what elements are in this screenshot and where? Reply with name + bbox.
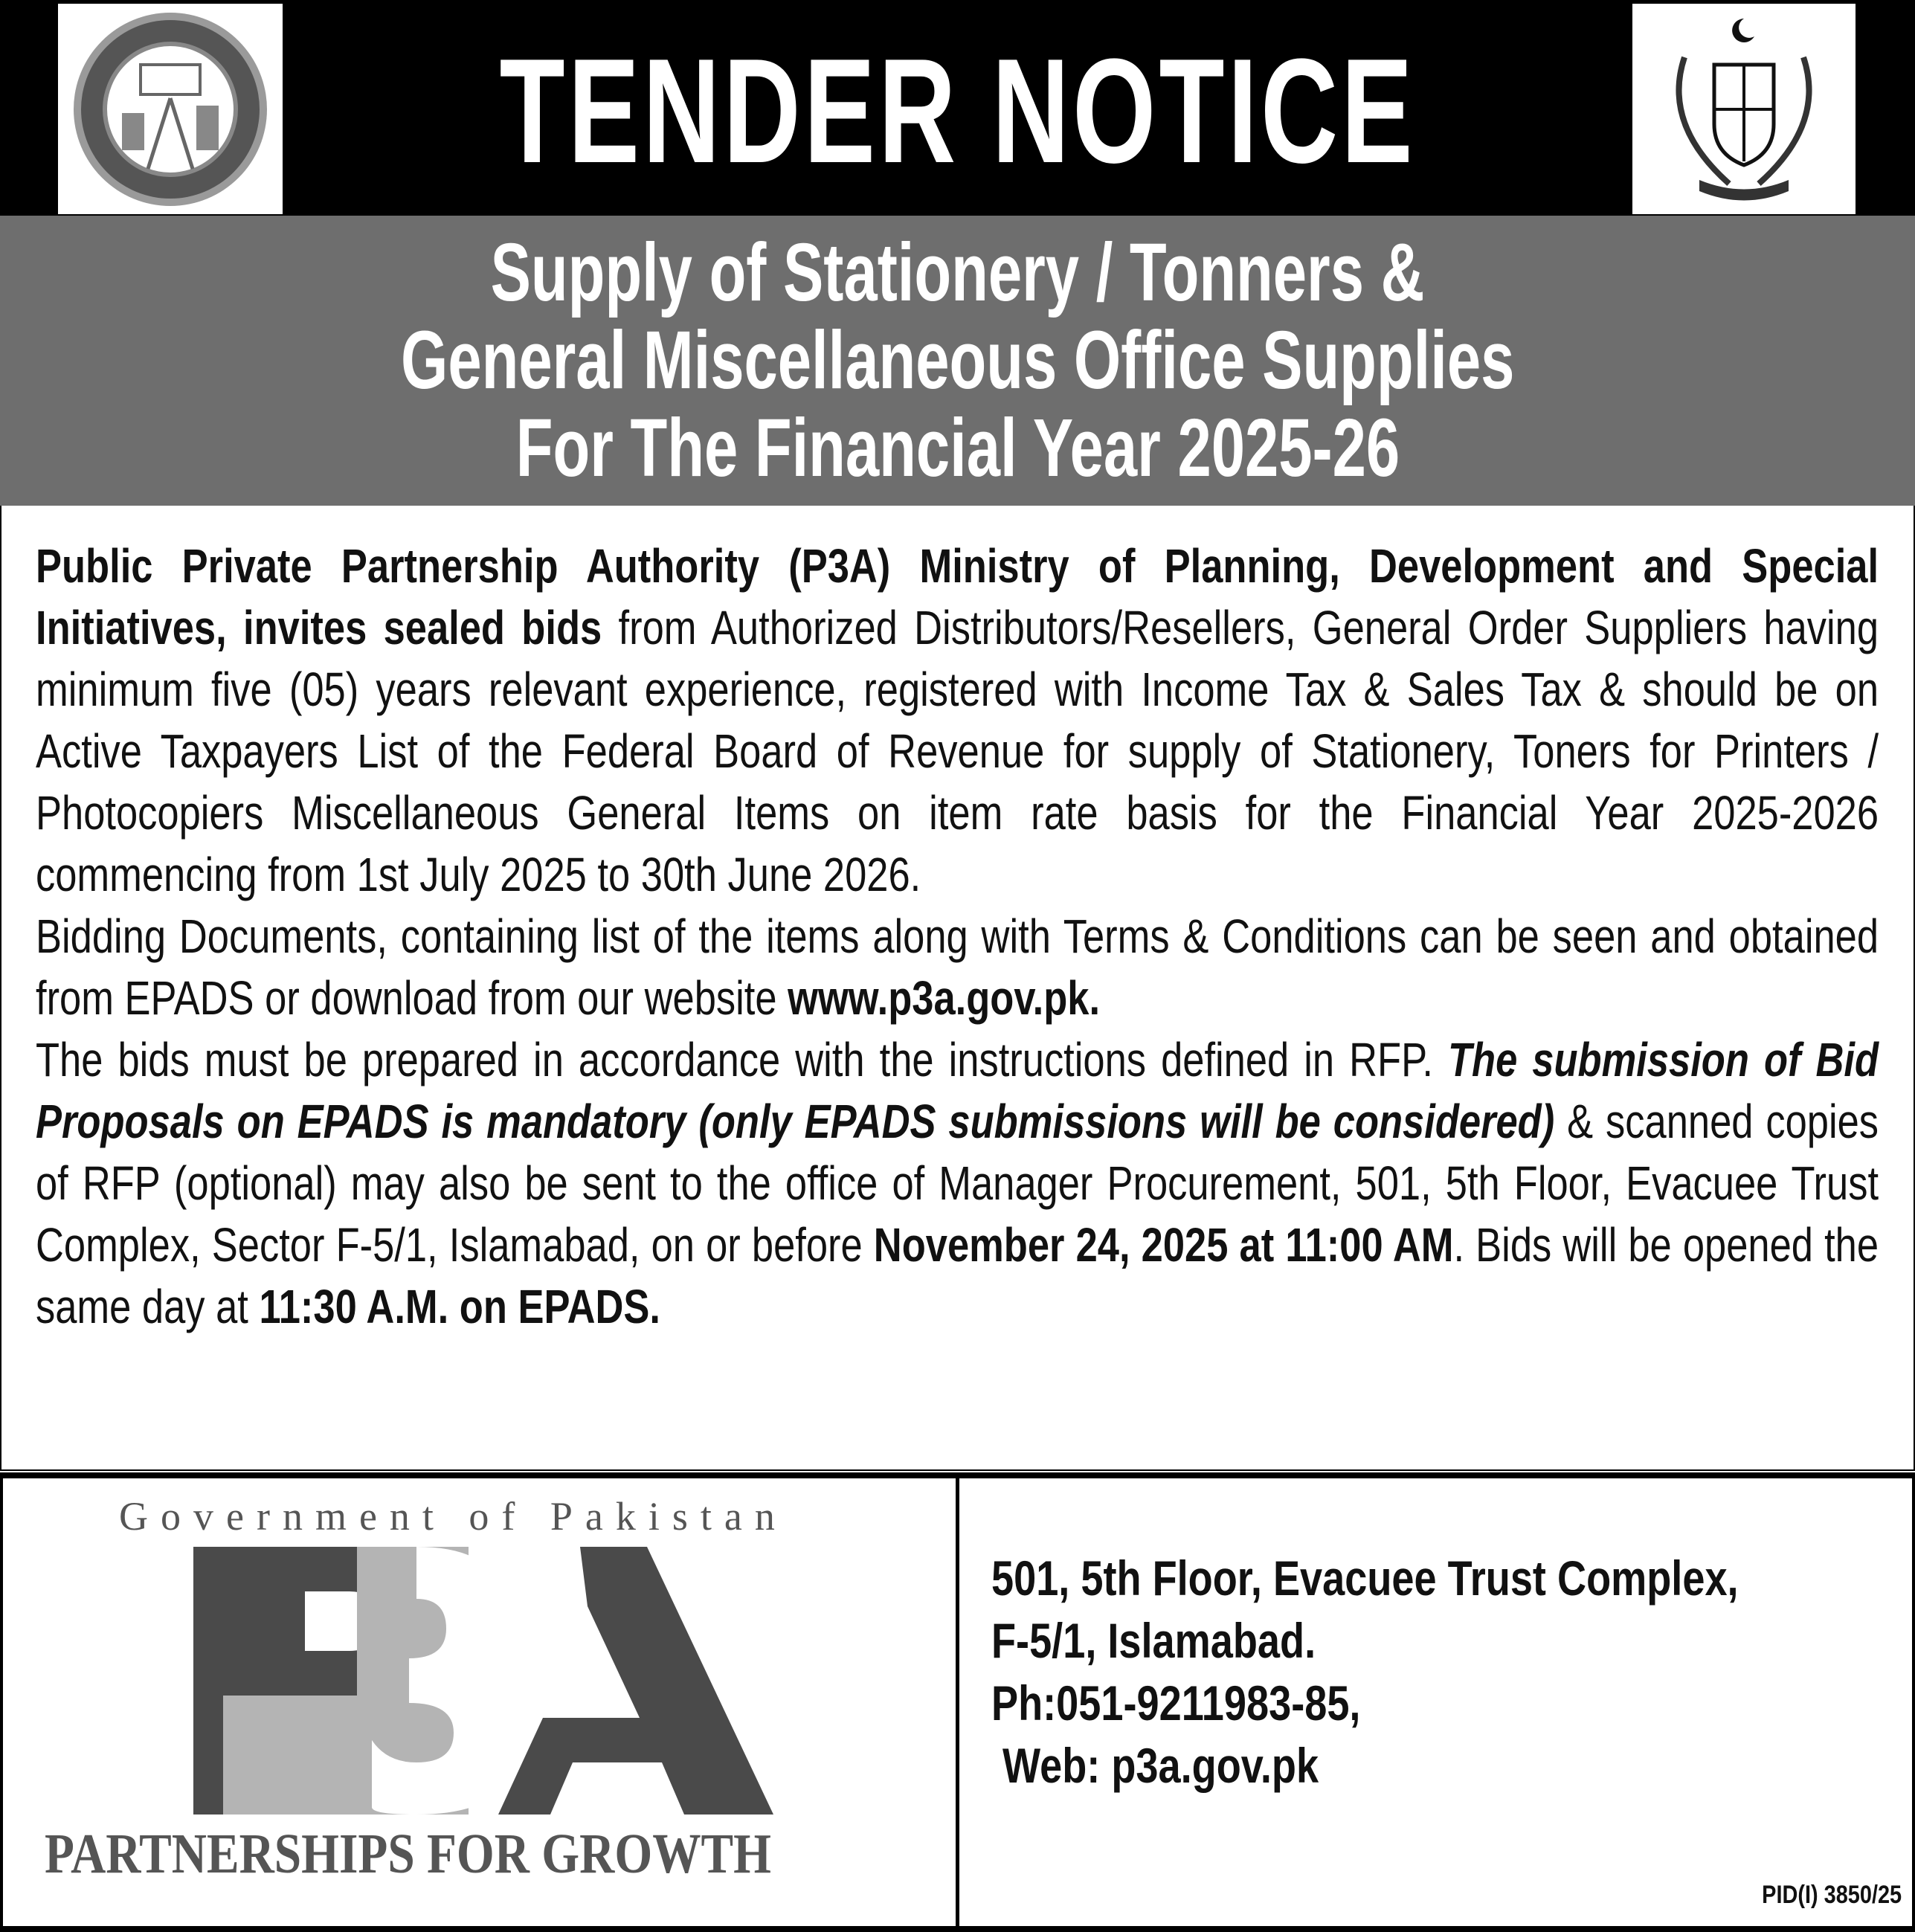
notice-body <box>0 506 1915 1471</box>
instructions-text: The bids must be prepared in accordance with the instructions defined in RFP. <box>36 1033 1448 1086</box>
subject-line: For The Financial Year 2025-26 <box>515 402 1400 494</box>
submission-text: & scanned copies of RFP (optional) may also be sent to the office of Manager Procurement, 501, 5th Floor, Evacuee Trust Complex, Sector F-5/1, Islamabad, on or before <box>36 1095 1879 1272</box>
header-bar <box>0 0 1915 216</box>
documents-text: Bidding Documents, containing list of the items along with Terms & Conditions can be seen and obtained from EPADS or download from our website <box>36 909 1879 1025</box>
p3a-seal-icon <box>70 9 271 210</box>
page-title: TENDER NOTICE <box>499 28 1416 194</box>
paragraph-invitation <box>36 535 1879 906</box>
p3a-logo-icon <box>178 1547 796 1815</box>
footer <box>0 1472 1915 1932</box>
opening-text: . Bids will be opened the same day at <box>36 1218 1879 1333</box>
subject-line: Supply of Stationery / Tonners & <box>490 227 1425 318</box>
issuer-text: Public Private Partnership Authority (P3A) Ministry of Planning, Development and Special Initiatives, invites sealed bids <box>36 539 1879 654</box>
phone-line: Ph:051-9211983-85, <box>991 1675 1361 1730</box>
government-of-pakistan-text: Government of Pakistan <box>119 1494 788 1539</box>
opening-time-text: 11:30 A.M. on EPADS. <box>259 1280 660 1333</box>
state-emblem-icon <box>1655 13 1833 206</box>
paragraph-documents <box>36 906 1879 1029</box>
paragraph-submission <box>36 1029 1879 1338</box>
address-line: 501, 5th Floor, Evacuee Trust Complex, <box>991 1551 1739 1606</box>
pid-number: PID(I) 3850/25 <box>1762 1881 1902 1909</box>
subject-banner <box>0 216 1915 506</box>
footer-divider <box>956 1472 959 1932</box>
web-line: Web: p3a.gov.pk <box>991 1738 1319 1793</box>
contact-address <box>991 1547 1739 1797</box>
eligibility-text: from Authorized Distributors/Resellers, General Order Suppliers having minimum five (05) years relevant experience, registered with Income Tax & Sales Tax & should be on Active Taxpayers List of the Federal Board of Revenue for supply of Stationery, Toners for Printers / Photocopiers Miscellaneous General Items on item rate basis for the Financial Year 2025-2026 commencing from 1st July 2025 to 30th June 2026. <box>36 601 1879 901</box>
tagline-text: PARTNERSHIPS FOR GROWTH <box>45 1823 771 1885</box>
p3a-seal-logo <box>58 4 283 214</box>
website-link[interactable]: www.p3a.gov.pk. <box>788 971 1101 1025</box>
address-line: F-5/1, Islamabad. <box>991 1613 1316 1668</box>
subject-line: General Miscellaneous Office Supplies <box>400 315 1515 406</box>
pakistan-emblem-logo <box>1632 4 1856 214</box>
mandatory-epads-text: The submission of Bid Proposals on EPADS is mandatory (only EPADS submissions will be considered) <box>36 1033 1879 1148</box>
deadline-text: November 24, 2025 at 11:00 AM <box>873 1218 1454 1272</box>
